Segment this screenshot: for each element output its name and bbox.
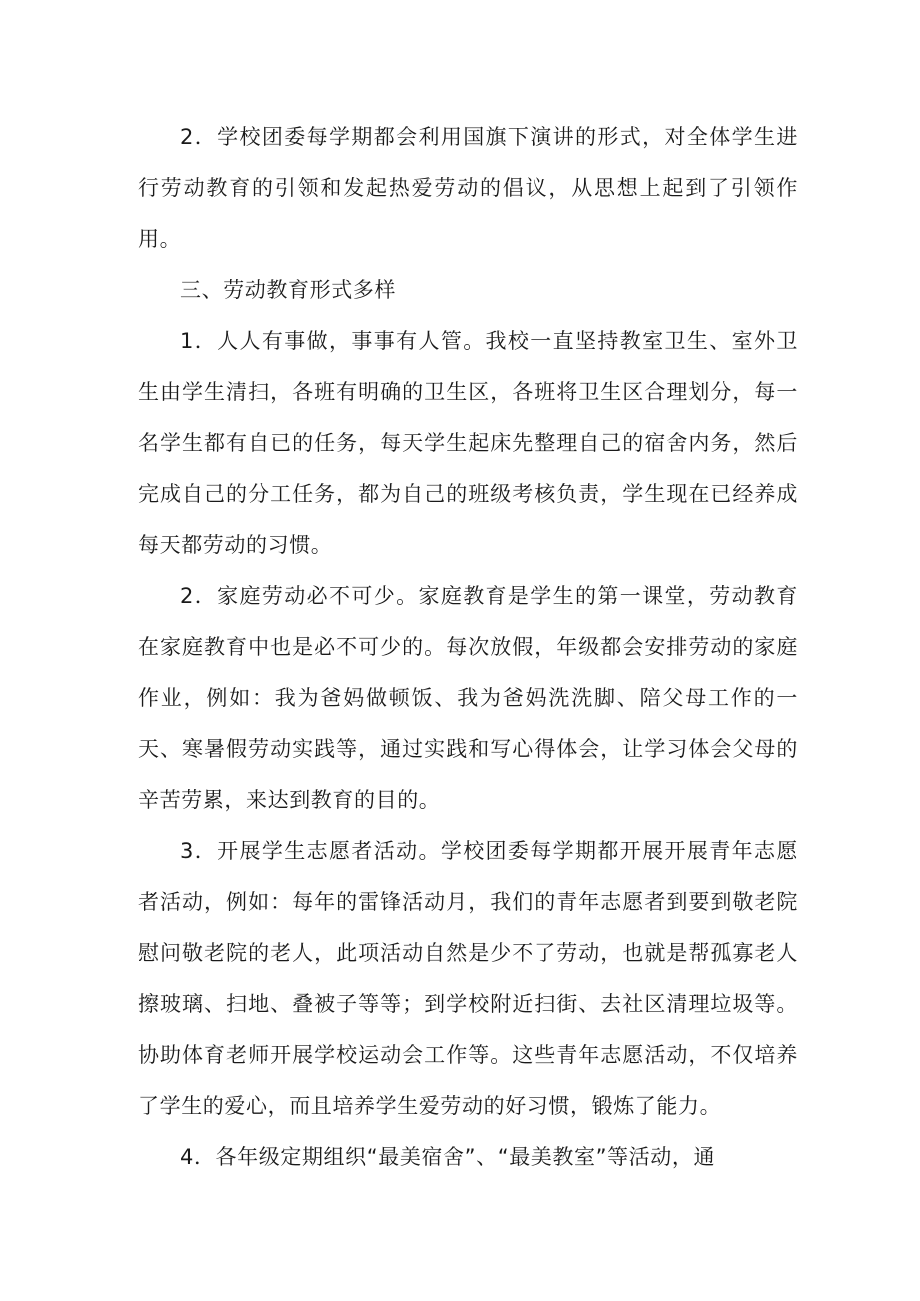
paragraph-league-speech: 2．学校团委每学期都会利用国旗下演讲的形式，对全体学生进行劳动教育的引领和发起热爱劳动的倡议，从思想上起到了引领作用。 [138,125,798,251]
paragraph-everyone-task: 1．人人有事做，事事有人管。我校一直坚持教室卫生、室外卫生由学生清扫，各班有明确的卫生区，各班将卫生区合理划分，每一名学生都有自已的任务，每天学生起床先整理自己的宿舍内务，然后完成自己的分工任务，都为自己的班级考核负责，学生现在已经养成每天都劳动的习惯。 [138,329,798,557]
section-heading-forms: 三、劳动教育形式多样 [180,278,396,302]
paragraph-best-dorm: 4．各年级定期组织“最美宿舍”、“最美教室”等活动，通 [180,1145,716,1169]
document-body [138,112,798,1183]
paragraph-family-labor: 2．家庭劳动必不可少。家庭教育是学生的第一课堂，劳动教育在家庭教育中也是必不可少的。每次放假，年级都会安排劳动的家庭作业，例如：我为爸妈做顿饭、我为爸妈洗洗脚、陪父母工作的一天、寒暑假劳动实践等，通过实践和写心得体会，让学习体会父母的辛苦劳累，来达到教育的目的。 [138,584,798,812]
paragraph-volunteer: 3．开展学生志愿者活动。学校团委每学期都开展开展青年志愿者活动，例如：每年的雷锋活动月，我们的青年志愿者到要到敬老院慰问敬老院的老人，此项活动自然是少不了劳动，也就是帮孤寡老人擦玻璃、扫地、叠被子等等；到学校附近扫街、去社区清理垃圾等。协助体育老师开展学校运动会工作等。这些青年志愿活动，不仅培养了学生的爱心，而且培养学生爱劳动的好习惯，锻炼了能力。 [138,839,798,1118]
